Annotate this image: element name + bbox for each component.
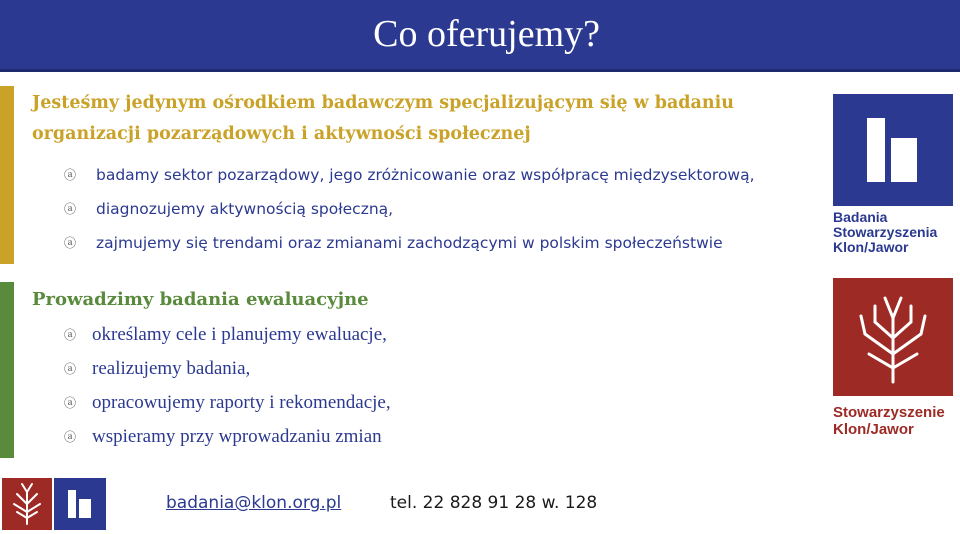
badania-logo-line: Badania [833, 209, 888, 225]
list-item-text: badamy sektor pozarządowy, jego zróżnicowanie oraz współpracę międzysektorową, [96, 166, 755, 184]
list-item-text: opracowujemy raporty i rekomendacje, [92, 392, 391, 413]
stowarzyszenie-logo-line: Stowarzyszenie [833, 404, 945, 421]
footer-tree-logo-icon [2, 478, 52, 530]
page-title: Co oferujemy? [373, 13, 600, 55]
list-item-text: diagnozujemy aktywnością społeczną, [96, 200, 394, 218]
badania-logo-text [833, 210, 937, 255]
section2-title: Prowadzimy badania ewaluacyjne [32, 289, 369, 310]
badania-logo-icon [833, 94, 953, 206]
section2-accent-bar [0, 282, 14, 458]
at-bullet-icon: ⓐ [64, 328, 77, 342]
header-banner [0, 0, 960, 72]
stowarzyszenie-logo-line: Klon/Jawor [833, 421, 914, 438]
section1-accent-bar [0, 86, 14, 264]
at-bullet-icon: ⓐ [64, 202, 77, 216]
at-bullet-icon: ⓐ [64, 396, 77, 410]
stowarzyszenie-logo-text [833, 404, 945, 438]
at-bullet-icon: ⓐ [64, 236, 77, 250]
footer-phone: tel. 22 828 91 28 w. 128 [390, 493, 598, 513]
list-item-text: zajmujemy się trendami oraz zmianami zachodzącymi w polskim społeczeństwie [96, 234, 723, 252]
footer-badania-logo-icon [54, 478, 106, 530]
badania-logo-line: Stowarzyszenia [833, 224, 938, 240]
section1-intro: Jesteśmy jedynym ośrodkiem badawczym specjalizującym się w badaniu organizacji pozarządowych i aktywności społecznej [32, 93, 734, 144]
tree-logo-icon [833, 278, 953, 396]
footer-email-link[interactable]: badania@klon.org.pl [166, 493, 342, 513]
badania-logo-line: Klon/Jawor [833, 239, 909, 255]
list-item-text: wspieramy przy wprowadzaniu zmian [92, 426, 382, 447]
list-item-text: określamy cele i planujemy ewaluacje, [92, 324, 387, 345]
list-item-text: realizujemy badania, [92, 358, 251, 379]
at-bullet-icon: ⓐ [64, 168, 77, 182]
at-bullet-icon: ⓐ [64, 430, 77, 444]
at-bullet-icon: ⓐ [64, 362, 77, 376]
